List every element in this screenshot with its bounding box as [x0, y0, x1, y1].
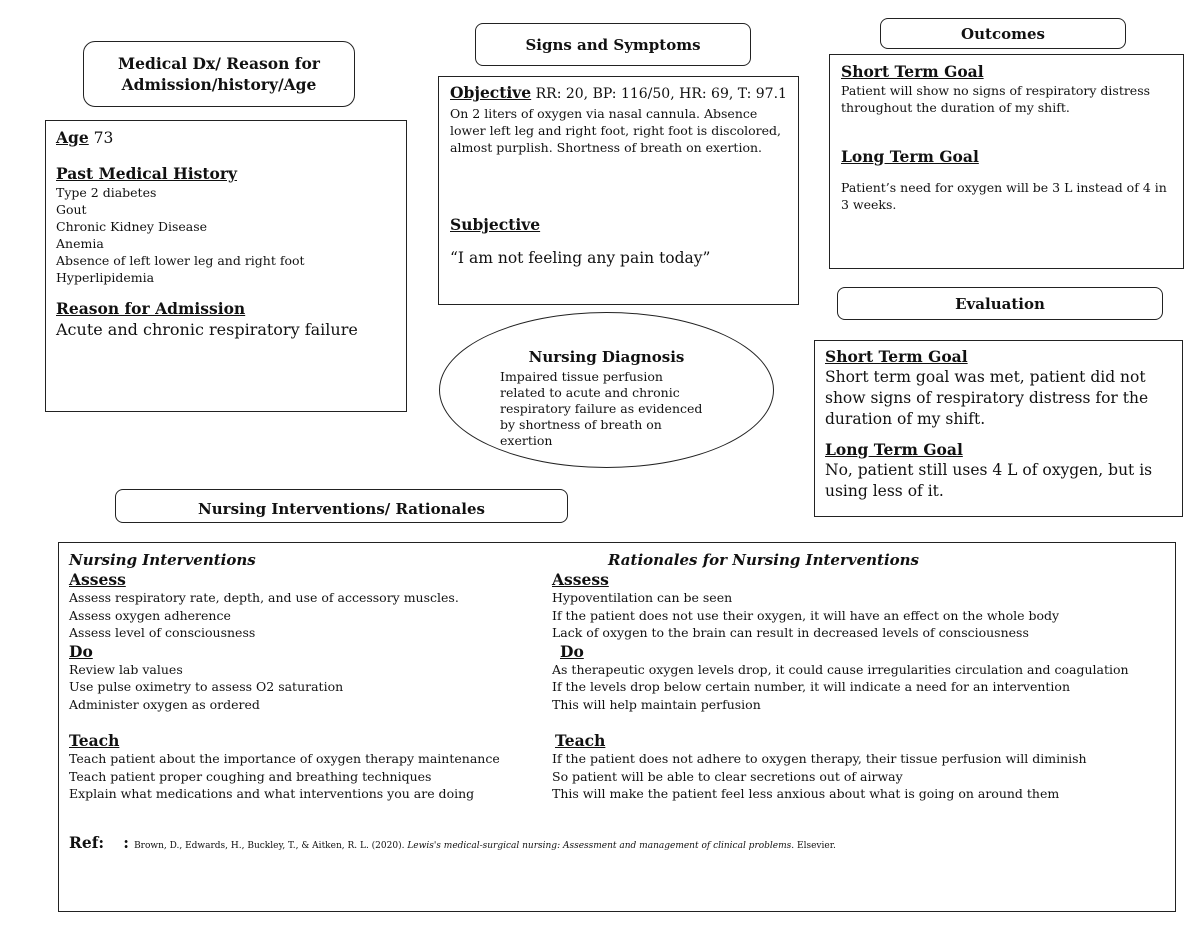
age-label: Age: [56, 128, 89, 147]
teach-label: Teach: [69, 731, 120, 750]
pmh-item: Absence of left lower leg and right foot: [56, 253, 305, 268]
do-rationale: As therapeutic oxygen levels drop, it could cause irregularities circulation and coagulation: [552, 661, 1129, 677]
reference-line: [69, 833, 1159, 852]
do-item: Review lab values: [69, 661, 183, 677]
do-rationale-label: Do: [560, 641, 584, 661]
interventions-box: [58, 542, 1176, 912]
do-item: Use pulse oximetry to assess O2 saturation: [69, 679, 344, 694]
evaluation-box: [814, 340, 1183, 517]
objective-label: Objective: [450, 83, 532, 102]
teach-rationale: This will make the patient feel less anxious about what is going on around them: [552, 786, 1060, 801]
pmh-item: Anemia: [56, 236, 104, 251]
teach-rationale: So patient will be able to clear secretions out of airway: [552, 768, 903, 784]
assess-rationale-label: Assess: [552, 570, 609, 589]
do-item: Administer oxygen as ordered: [69, 696, 260, 712]
interventions-title: Nursing Interventions/ Rationales: [198, 500, 485, 518]
rationales-column: [552, 551, 1167, 803]
teach-item: Teach patient about the importance of oxygen therapy maintenance: [69, 751, 500, 766]
outcomes-long-text: Patient’s need for oxygen will be 3 L instead of 4 in 3 weeks.: [841, 180, 1167, 212]
interventions-title-box: [115, 489, 568, 523]
pmh-item: Hyperlipidemia: [56, 270, 155, 285]
diagnosis-text: Impaired tissue perfusion related to acute and chronic respiratory failure as evidenced by shortness of breath on exertion: [500, 369, 703, 448]
pmh-item: Chronic Kidney Disease: [56, 219, 208, 234]
teach-item: Teach patient proper coughing and breathing techniques: [69, 768, 432, 784]
teach-item: Explain what medications and what interventions you are doing: [69, 786, 475, 801]
outcomes-box: [829, 54, 1184, 269]
evaluation-title: Evaluation: [955, 294, 1045, 313]
assess-item: Assess oxygen adherence: [69, 607, 231, 623]
pmh-item: Type 2 diabetes: [56, 185, 157, 200]
reference-label: Ref:: [69, 833, 105, 852]
reference-authors: Brown, D., Edwards, H., Buckley, T., & Aitken, R. L. (2020).: [134, 841, 408, 851]
pmh-list: [56, 184, 396, 286]
teach-rationale: If the patient does not adhere to oxygen therapy, their tissue perfusion will diminish: [552, 751, 1087, 766]
evaluation-long-label: Long Term Goal: [825, 440, 963, 459]
reason-label: Reason for Admission: [56, 299, 246, 318]
subjective-label: Subjective: [450, 215, 541, 234]
evaluation-title-box: [837, 287, 1163, 320]
diagnosis-ellipse: [439, 312, 774, 468]
outcomes-title: Outcomes: [961, 24, 1045, 43]
medical-dx-title: Medical Dx/ Reason for Admission/history/Age: [118, 54, 320, 94]
assess-item: Assess level of consciousness: [69, 625, 256, 640]
reference-title: Lewis's medical-surgical nursing: Assessment and management of clinical problems: [407, 841, 792, 851]
rationales-heading: Rationales for Nursing Interventions: [608, 551, 920, 569]
evaluation-long-text: No, patient still uses 4 L of oxygen, but is using less of it.: [825, 461, 1153, 500]
teach-rationale-label: Teach: [555, 731, 606, 750]
signs-title: Signs and Symptoms: [525, 35, 701, 54]
outcomes-short-text: Patient will show no signs of respiratory distress throughout the duration of my shift.: [841, 83, 1151, 115]
outcomes-long-label: Long Term Goal: [841, 147, 979, 166]
do-rationale: If the levels drop below certain number, it will indicate a need for an intervention: [552, 679, 1070, 694]
objective-text: On 2 liters of oxygen via nasal cannula. Absence lower left leg and right foot, right foot is discolored, almost purplish. Shortness of breath on exertion.: [450, 106, 781, 155]
signs-box: [438, 76, 799, 305]
interventions-heading: Nursing Interventions: [69, 551, 256, 569]
reference-publisher: . Elsevier.: [791, 841, 836, 851]
interventions-column: [69, 551, 539, 803]
age-value: 73: [88, 129, 114, 147]
medical-history-box: [45, 120, 407, 412]
reason-value: Acute and chronic respiratory failure: [56, 320, 358, 339]
outcomes-short-label: Short Term Goal: [841, 62, 984, 81]
assess-rationale: Lack of oxygen to the brain can result in decreased levels of consciousness: [552, 625, 1029, 640]
medical-dx-title-box: [83, 41, 355, 107]
do-label: Do: [69, 641, 93, 661]
assess-rationale: Hypoventilation can be seen: [552, 590, 733, 605]
objective-vitals: RR: 20, BP: 116/50, HR: 69, T: 97.1: [531, 86, 787, 102]
diagnosis-title: Nursing Diagnosis: [528, 348, 685, 366]
outcomes-title-box: [880, 18, 1126, 49]
pmh-item: Gout: [56, 202, 87, 217]
evaluation-short-label: Short Term Goal: [825, 347, 968, 366]
pmh-label: Past Medical History: [56, 164, 238, 183]
assess-rationale: If the patient does not use their oxygen, it will have an effect on the whole body: [552, 607, 1060, 623]
signs-title-box: [475, 23, 751, 66]
evaluation-short-text: Short term goal was met, patient did not show signs of respiratory distress for the duration of my shift.: [825, 368, 1149, 428]
do-rationale: This will help maintain perfusion: [552, 696, 761, 712]
assess-label: Assess: [69, 570, 126, 589]
reference-colon: :: [123, 833, 129, 852]
assess-item: Assess respiratory rate, depth, and use of accessory muscles.: [69, 590, 459, 605]
subjective-text: “I am not feeling any pain today”: [450, 249, 711, 267]
